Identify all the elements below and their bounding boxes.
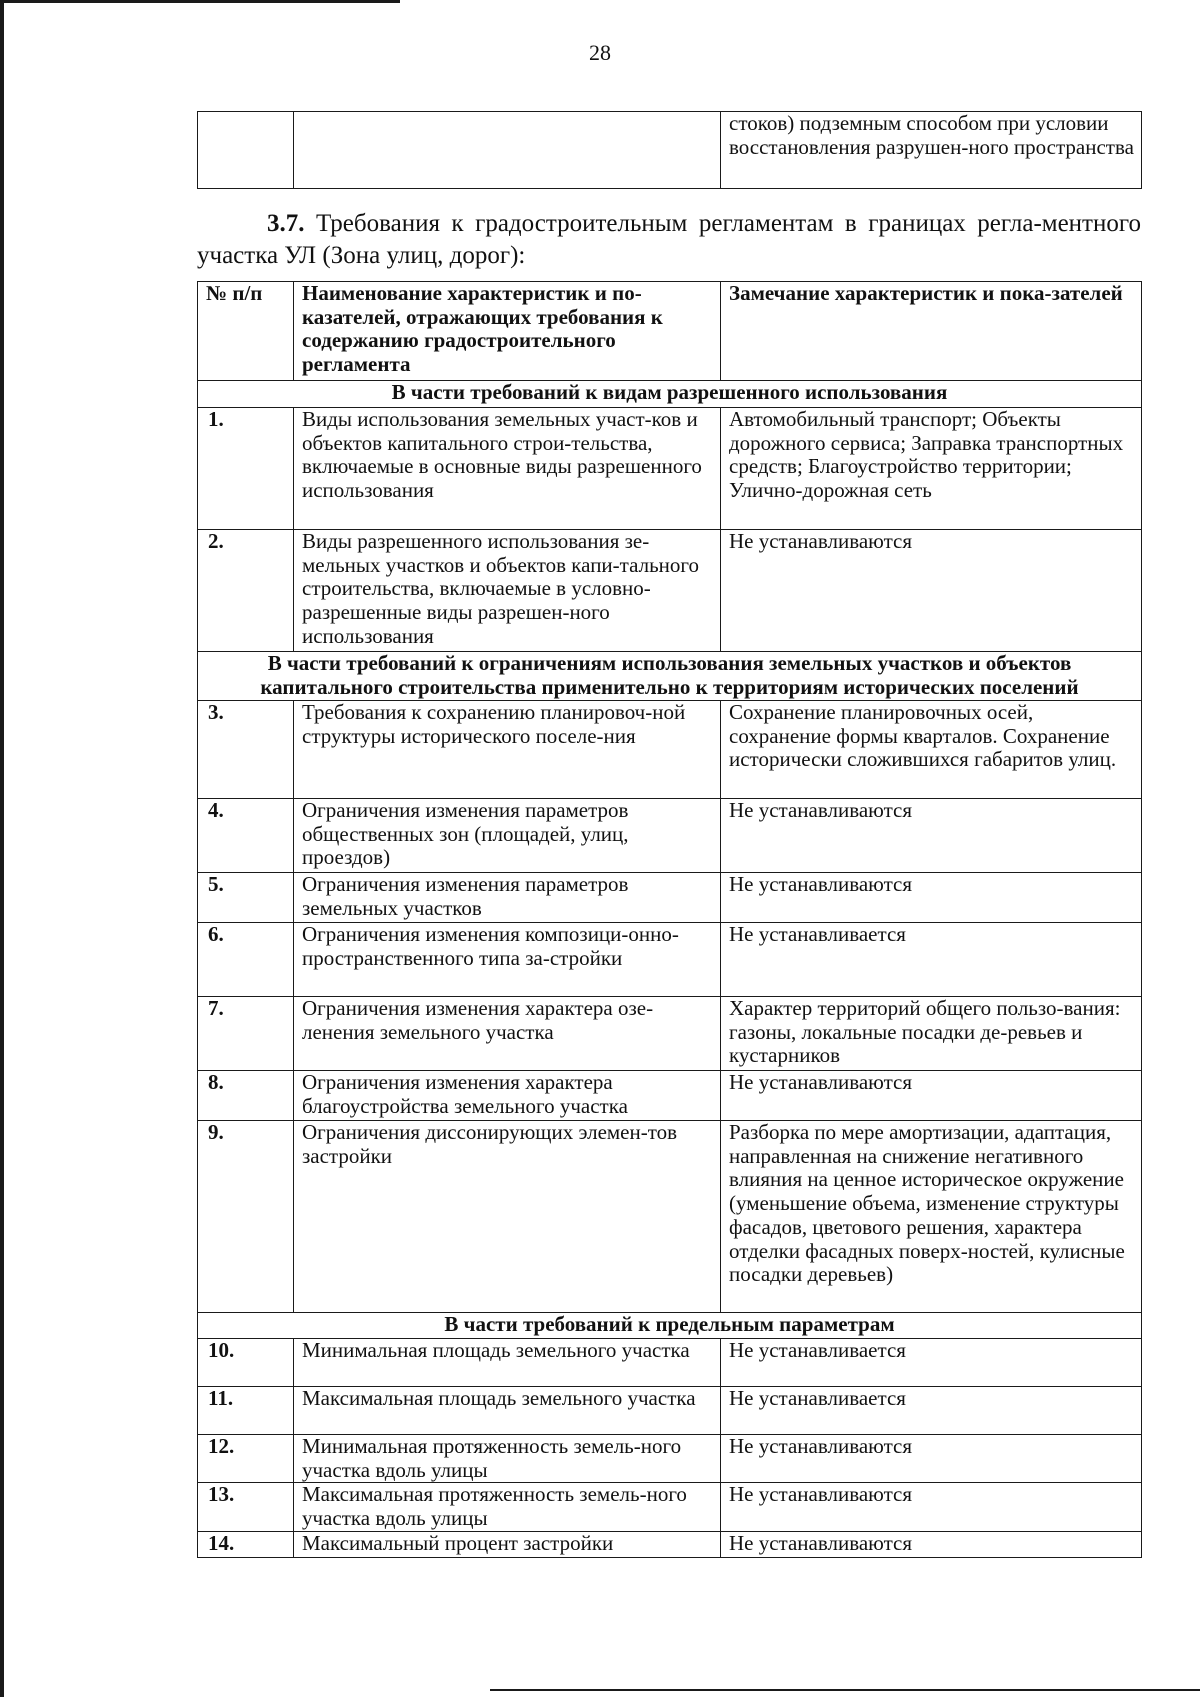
table-row: [198, 1387, 1142, 1435]
table-row: [198, 997, 1142, 1071]
table-row: [198, 1483, 1142, 1531]
table-cell: [294, 112, 721, 189]
page-number: 28: [589, 40, 611, 65]
scan-edge-top: [0, 0, 400, 3]
row-name: Виды разрешенного использования зе-мельных участков и объектов капи-тального строительства, включаемые в условно-разрешенные виды разрешен-ного использования: [294, 530, 721, 652]
row-number: 11.: [198, 1387, 294, 1435]
row-name: Максимальная площадь земельного участка: [294, 1387, 721, 1435]
table-row: [198, 1071, 1142, 1121]
row-remark: Разборка по мере амортизации, адаптация, направленная на снижение негативного влияния на ценное историческое окружение (уменьшение объема, изменение структуры фасадов, цветового решения, характера отделки фасадных поверх-ностей, кулисные посадки деревьев): [721, 1121, 1142, 1313]
row-name: Максимальная протяженность земель-ного участка вдоль улицы: [294, 1483, 721, 1531]
row-number: 14.: [198, 1531, 294, 1557]
row-number: 12.: [198, 1435, 294, 1483]
row-name: Ограничения диссонирующих элемен-тов застройки: [294, 1121, 721, 1313]
header-name: Наименование характеристик и по-казателей, отражающих требования к содержанию градостроительного регламента: [294, 282, 721, 381]
table-row: [198, 799, 1142, 873]
table-row: [198, 873, 1142, 923]
header-num: № п/п: [198, 282, 294, 381]
row-number: 6.: [198, 923, 294, 997]
table-row: [198, 701, 1142, 799]
table-cell: стоков) подземным способом при условии восстановления разрушен-ного пространства: [721, 112, 1142, 189]
row-remark: Автомобильный транспорт; Объекты дорожного сервиса; Заправка транспортных средств; Благоустройство территории; Улично-дорожная сеть: [721, 408, 1142, 530]
table-row: [198, 530, 1142, 652]
section-restrictions: В части требований к ограничениям использования земельных участков и объектов капитального строительства применительно к территориям исторических поселений: [198, 652, 1142, 701]
heading-number: 3.7.: [267, 210, 305, 237]
row-number: 5.: [198, 873, 294, 923]
row-number: 9.: [198, 1121, 294, 1313]
table-row: [198, 1339, 1142, 1387]
row-name: Ограничения изменения характера благоустройства земельного участка: [294, 1071, 721, 1121]
row-remark: Не устанавливаются: [721, 1531, 1142, 1557]
scan-edge-bottom: [490, 1689, 1200, 1691]
section-limits: В части требований к предельным параметрам: [198, 1313, 1142, 1339]
row-name: Минимальная протяженность земель-ного участка вдоль улицы: [294, 1435, 721, 1483]
header-remark: Замечание характеристик и пока-зателей: [721, 282, 1142, 381]
row-remark: Не устанавливается: [721, 923, 1142, 997]
table-header-row: [198, 282, 1142, 381]
row-remark: Сохранение планировочных осей, сохранение формы кварталов. Сохранение исторически сложившихся габаритов улиц.: [721, 701, 1142, 799]
row-name: Максимальный процент застройки: [294, 1531, 721, 1557]
row-remark: Не устанавливается: [721, 1387, 1142, 1435]
row-remark: Не устанавливаются: [721, 873, 1142, 923]
section-row: [198, 381, 1142, 408]
table-row: [198, 408, 1142, 530]
row-number: 7.: [198, 997, 294, 1071]
heading-text: Требования к градостроительным регламентам в границах регла-ментного участка УЛ (Зона улиц, дорог):: [197, 210, 1141, 269]
row-number: 13.: [198, 1483, 294, 1531]
row-remark: Не устанавливаются: [721, 1483, 1142, 1531]
row-name: Минимальная площадь земельного участка: [294, 1339, 721, 1387]
row-number: 10.: [198, 1339, 294, 1387]
row-number: 1.: [198, 408, 294, 530]
row-remark: Не устанавливается: [721, 1339, 1142, 1387]
row-name: Виды использования земельных участ-ков и объектов капитального строи-тельства, включаемые в основные виды разрешенного использования: [294, 408, 721, 530]
section-heading: [197, 208, 1141, 272]
row-name: Ограничения изменения композици-онно-пространственного типа за-стройки: [294, 923, 721, 997]
table-row: [198, 112, 1142, 189]
section-permitted-use: В части требований к видам разрешенного использования: [198, 381, 1142, 408]
row-remark: Не устанавливаются: [721, 799, 1142, 873]
row-number: 2.: [198, 530, 294, 652]
row-name: Требования к сохранению планировоч-ной структуры исторического поселе-ния: [294, 701, 721, 799]
section-row: [198, 1313, 1142, 1339]
row-remark: Характер территорий общего пользо-вания: газоны, локальные посадки де-ревьев и кустарников: [721, 997, 1142, 1071]
regulations-table: [197, 281, 1142, 1558]
row-name: Ограничения изменения характера озе-ленения земельного участка: [294, 997, 721, 1071]
continuation-table: [197, 111, 1142, 189]
row-number: 4.: [198, 799, 294, 873]
row-remark: Не устанавливаются: [721, 1071, 1142, 1121]
row-number: 8.: [198, 1071, 294, 1121]
table-row: [198, 1121, 1142, 1313]
row-name: Ограничения изменения параметров общественных зон (площадей, улиц, проездов): [294, 799, 721, 873]
table-row: [198, 1531, 1142, 1557]
table-row: [198, 923, 1142, 997]
scan-edge-left: [0, 0, 4, 1697]
section-row: [198, 652, 1142, 701]
table-row: [198, 1435, 1142, 1483]
row-number: 3.: [198, 701, 294, 799]
row-name: Ограничения изменения параметров земельных участков: [294, 873, 721, 923]
table-cell: [198, 112, 294, 189]
row-remark: Не устанавливаются: [721, 1435, 1142, 1483]
row-remark: Не устанавливаются: [721, 530, 1142, 652]
